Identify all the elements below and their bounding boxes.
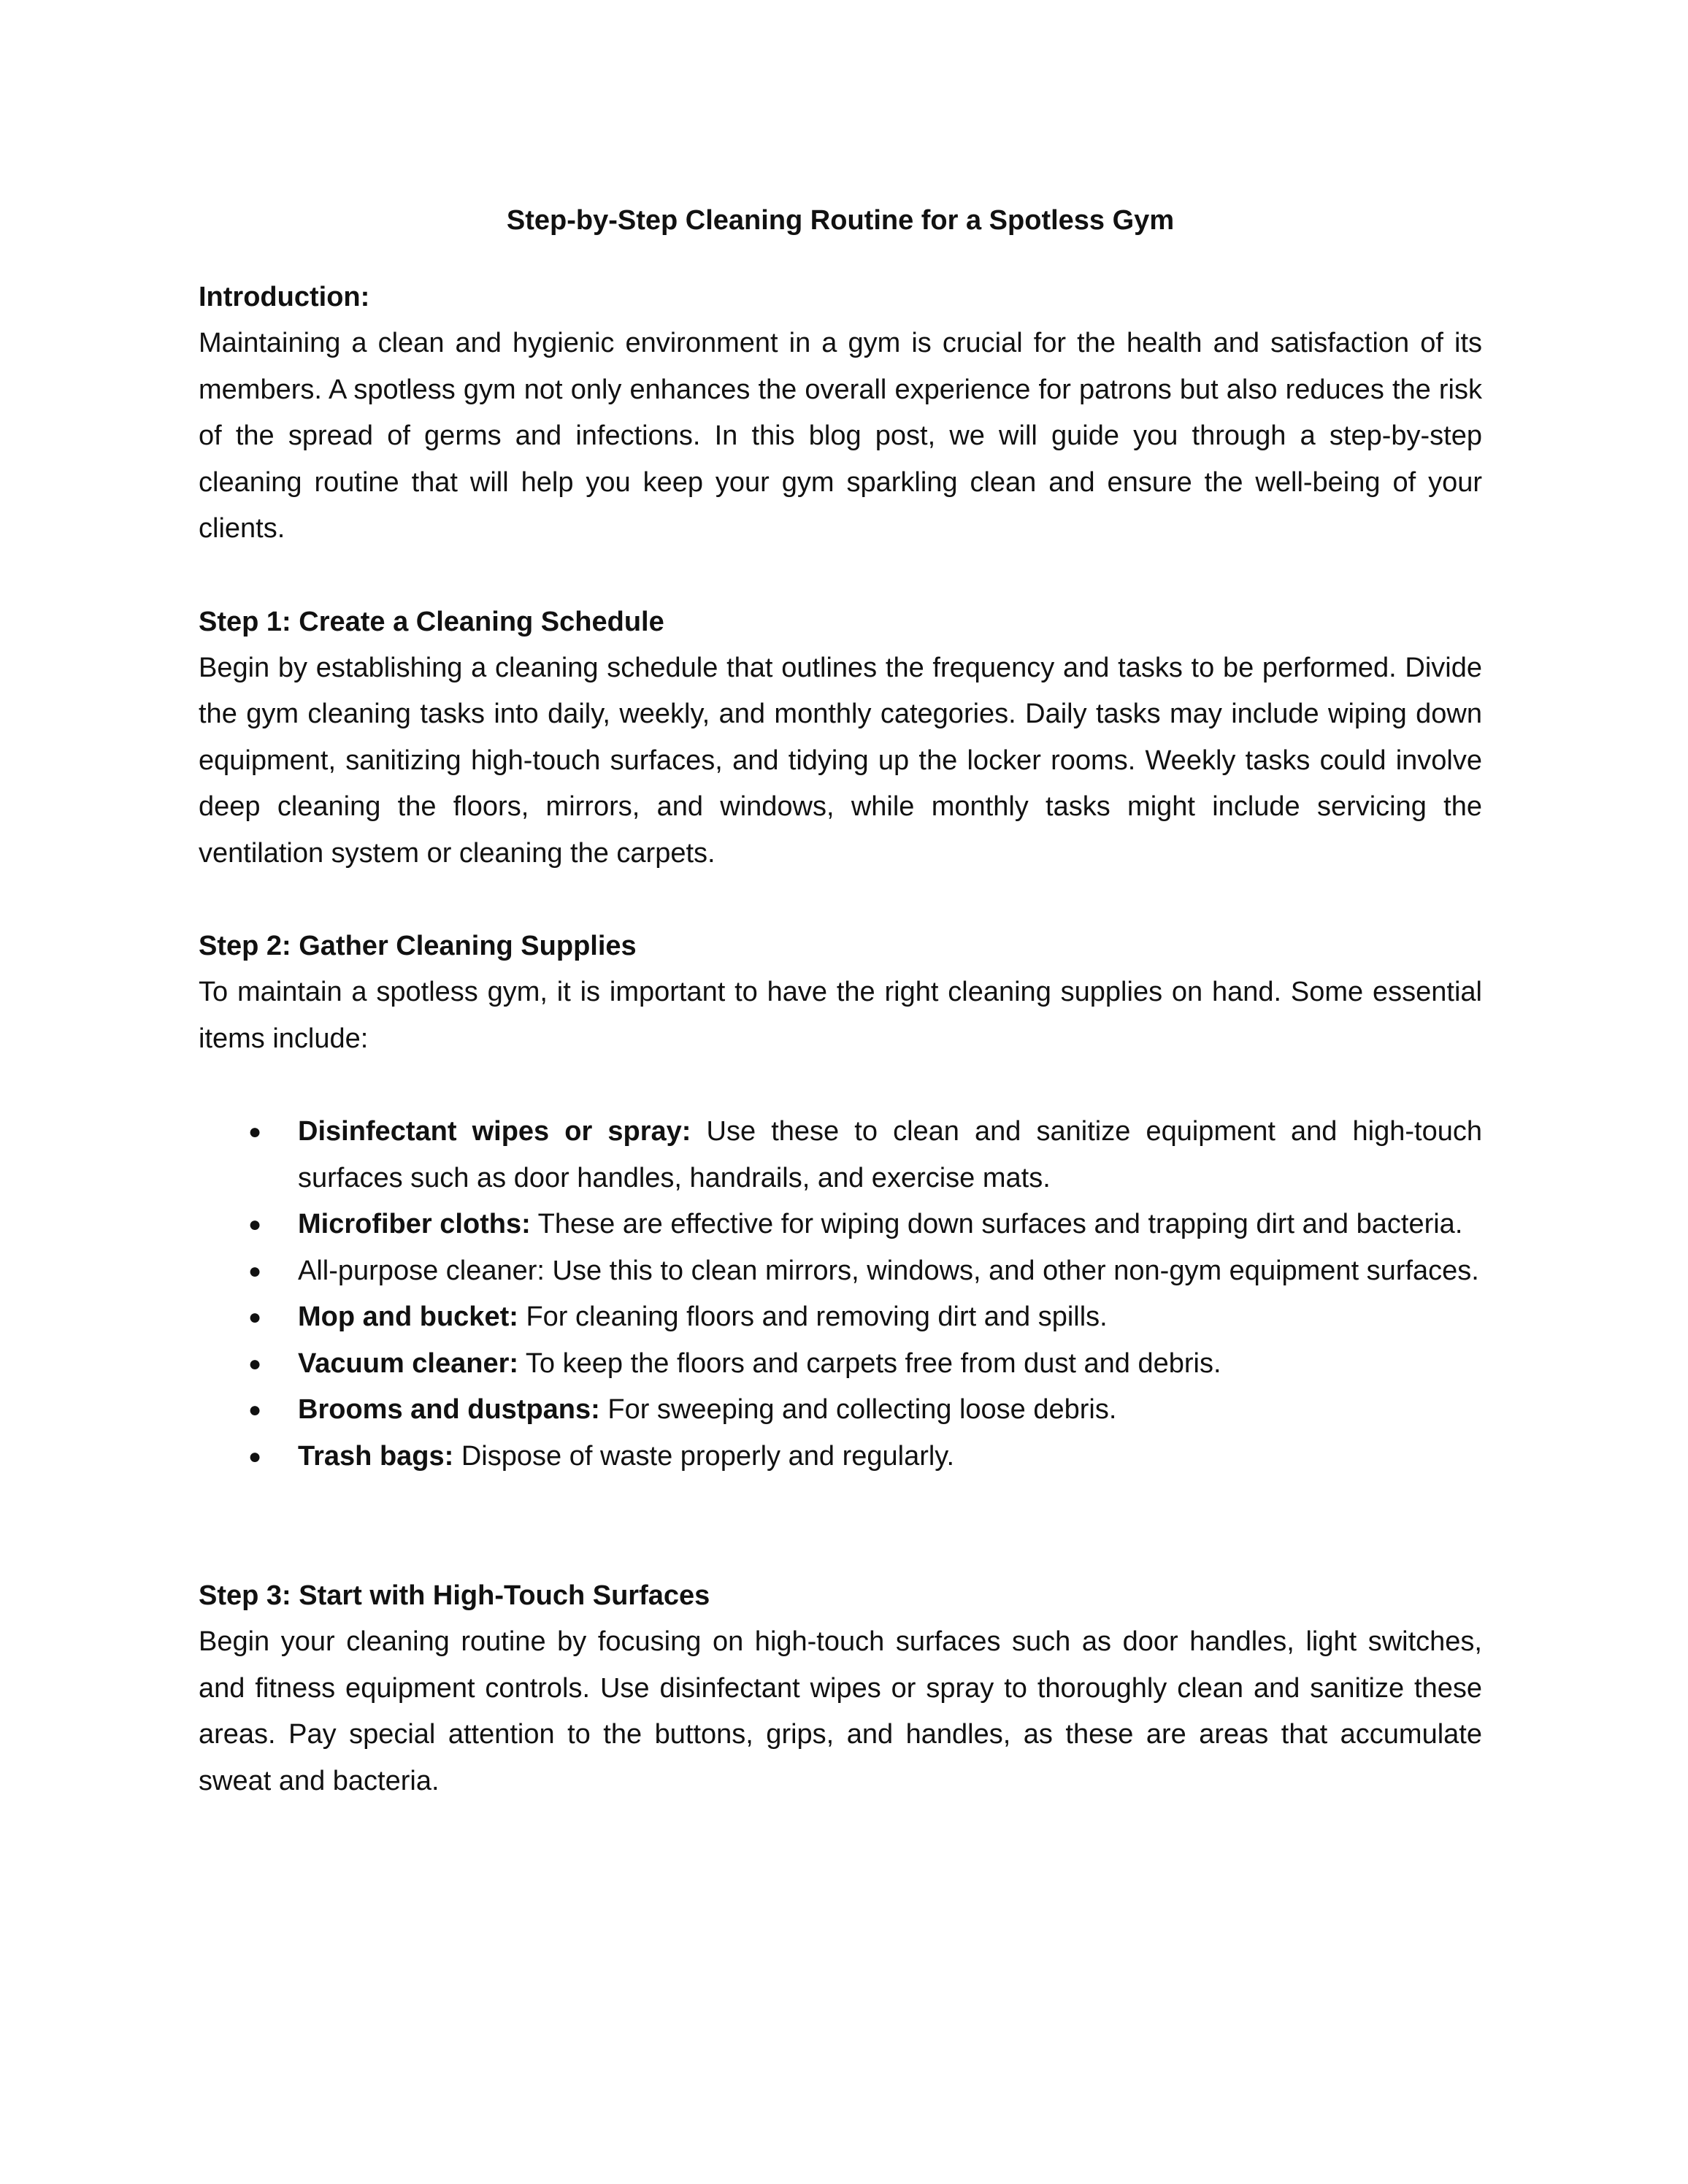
list-item [199, 1387, 1482, 1434]
spacer [199, 1062, 1482, 1109]
list-item-term: Disinfectant wipes or spray: [298, 1116, 691, 1147]
bullet-icon: ● [248, 1305, 262, 1329]
step3-text: Begin your cleaning routine by focusing on high-touch surfaces such as door handles, light switches, and fitness equipment controls. Use disinfectant wipes or spray to thoroughly clean and sanitize these areas. Pay special attention to the buttons, grips, and handles, as these are areas that accumulate sweat and bacteria. [199, 1626, 1482, 1796]
bullet-icon: ● [248, 1258, 262, 1283]
spacer [199, 877, 1482, 923]
list-item [199, 1109, 1482, 1201]
supplies-list [199, 1109, 1482, 1480]
list-item-desc: Dispose of waste properly and regularly. [453, 1440, 955, 1472]
introduction-heading: Introduction: [199, 282, 370, 312]
bullet-icon: ● [248, 1398, 262, 1422]
step3-heading: Step 3: Start with High-Touch Surfaces [199, 1580, 710, 1611]
list-item [199, 1248, 1482, 1295]
list-item-term: Mop and bucket: [298, 1301, 518, 1332]
spacer [199, 553, 1482, 599]
list-item-desc: For sweeping and collecting loose debris. [599, 1394, 1117, 1425]
list-item-desc: All-purpose cleaner: Use this to clean mirrors, windows, and other non-gym equipment surfaces. [298, 1255, 1479, 1286]
document-page [199, 197, 1482, 1804]
list-item [199, 1341, 1482, 1388]
list-item [199, 1434, 1482, 1480]
list-item-desc: For cleaning floors and removing dirt and spills. [518, 1301, 1108, 1332]
step1-heading: Step 1: Create a Cleaning Schedule [199, 606, 664, 637]
step1-text: Begin by establishing a cleaning schedule that outlines the frequency and tasks to be performed. Divide the gym cleaning tasks into daily, weekly, and monthly categories. Daily tasks may include wiping down equipment, sanitizing high-touch surfaces, and tidying up the locker rooms. Weekly tasks could involve deep cleaning the floors, mirrors, and windows, while monthly tasks might include servicing the ventilation system or cleaning the carpets. [199, 652, 1482, 869]
step2-heading: Step 2: Gather Cleaning Supplies [199, 931, 637, 961]
list-item-term: Trash bags: [298, 1440, 454, 1472]
step1-section [199, 599, 1482, 877]
step3-section [199, 1573, 1482, 1804]
list-item-term: Microfiber cloths: [298, 1209, 531, 1239]
spacer [199, 1480, 1482, 1573]
list-item-term: Vacuum cleaner: [298, 1347, 519, 1379]
introduction-text: Maintaining a clean and hygienic environment in a gym is crucial for the health and satisfaction of its members. A spotless gym not only enhances the overall experience for patrons but also reduces the risk of the spread of germs and infections. In this blog post, we will guide you through a step-by-step cleaning routine that will help you keep your gym sparkling clean and ensure the well-being of your clients. [199, 328, 1482, 544]
step2-text: To maintain a spotless gym, it is important to have the right cleaning supplies on hand. Some essential items include: [199, 977, 1482, 1054]
list-item-desc: To keep the floors and carpets free from dust and debris. [518, 1347, 1221, 1379]
list-item-desc: Use these to clean and sanitize equipment and high-touch surfaces such as door handles, handrails, and exercise mats. [298, 1116, 1482, 1193]
list-item-term: Brooms and dustpans: [298, 1394, 600, 1425]
introduction-section [199, 274, 1482, 553]
step2-section [199, 923, 1482, 1480]
bullet-icon: ● [248, 1120, 262, 1144]
bullet-icon: ● [248, 1212, 262, 1237]
list-item [199, 1201, 1482, 1248]
list-item-desc: These are effective for wiping down surfaces and trapping dirt and bacteria. [530, 1209, 1463, 1239]
document-title: Step-by-Step Cleaning Routine for a Spotless Gym [506, 205, 1175, 236]
bullet-icon: ● [248, 1351, 262, 1376]
bullet-icon: ● [248, 1444, 262, 1469]
list-item [199, 1294, 1482, 1341]
